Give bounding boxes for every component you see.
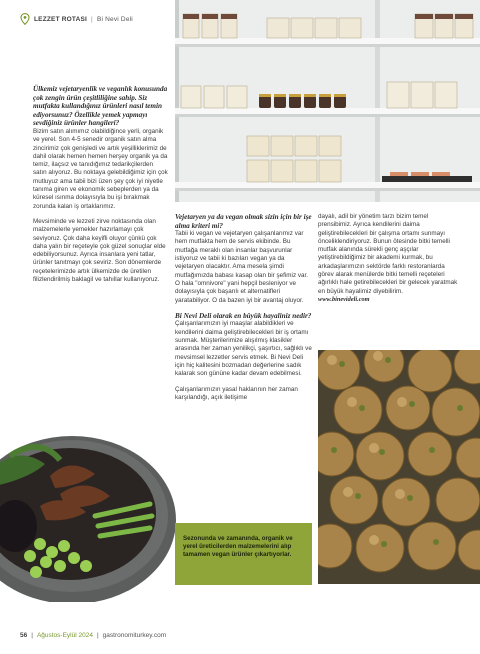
photo-caption-box xyxy=(175,523,312,585)
body-paragraph: Mevsiminde ve lezzeti zirve noktasında olan malzemelerle yemekler hazırlamayı çok seviyoruz. Çok daha keyifli oluyor çünkü çok daha yalın bir reçeteyle çok güzel sonuçlar elde edebiliyorsunuz. Ayrıca insanlara yeni tatlar, ürünler tanıtmayı çok seviriz. Son dönemlerde reçetelerimizde artık ülkemizde de üretilen filizlendirilmiş baklagil ve tahıllar kullanıyoruz. xyxy=(33,217,166,284)
section-title: LEZZET ROTASI xyxy=(34,15,88,23)
website-url[interactable]: www.binevideli.com xyxy=(318,295,370,303)
body-paragraph: dayalı, adil bir yönetim tarzı bizim temel prensibimiz. Ayrıca kendilerini daima geliştirebilecekleri bir çalışma ortamı sunmayı önceliklendiriyoruz. Bunun ötesinde bitki temelli mutfak alanında sürekli genç aşçılar yetiştirebildiğimiz bir akademi kurmak, bu arkadaşlarımızın sektörde farklı restoranlarda görev alarak menülerde bitki temelli reçeteleri ağırlıklı hale getirebilecekleri bir gelecek yaratmak en büyük hayalimiz diyebilirim. xyxy=(318,213,458,295)
location-pin-icon xyxy=(20,13,30,25)
issue-date: Ağustos-Eylül 2024 xyxy=(36,632,93,639)
photo-caption: Sezonunda ve zamanında, organik ve yerel üreticilerden malzemelerini alıp tamamen vegan ürünler çıkartıyorlar. xyxy=(183,535,293,558)
article-column-1 xyxy=(33,85,168,291)
interview-question: Vejetaryen ya da vegan olmak sizin için bir işe alma kriteri mi? xyxy=(175,213,312,230)
header-separator: | xyxy=(91,15,93,23)
footer-separator: | xyxy=(96,632,99,639)
section-subtitle: Bi Nevi Deli xyxy=(96,15,133,23)
interview-question: Bi Nevi Deli olarak en büyük hayaliniz nedir? xyxy=(175,311,312,320)
article-column-3 xyxy=(318,213,458,304)
footer-separator: | xyxy=(31,632,33,639)
article-column-2 xyxy=(175,213,312,409)
interview-question: Ülkemiz vejetaryenlik ve veganlık konusunda çok zengin ürün çeşitliliğine sahip. Siz mutfakta kullandığınız ürünleri nasıl temin ediyorsunuz? Özellikle yemek yapmayı sevdiğiniz ürünler hangileri? xyxy=(33,85,168,128)
body-paragraph: Bizim satın alımımız olabildiğince yerli, organik ve yerel. Son 4-5 senedir organik satın alma zincirimiz çok genişledi ve artık yeşilliklerimiz de dahil olarak hemen hemen herşey organik ya da temiz, ilaçsız ve tanıdığımız tedarikçilerden satın alıyoruz. Bu noktaya gelebildiğimiz için çok mutluyuz ama tabii bizi üzen şey çok iyi niyetle tanıma giren ve ekonomik sebeplerden ya da küresel ısınma dolayısıyla bu işi bırakmak zorunda kalan iş ortaklarımız. xyxy=(33,127,168,210)
page-footer xyxy=(20,632,166,639)
shelf-photo xyxy=(175,0,480,202)
page-number: 56 xyxy=(20,632,28,639)
section-header xyxy=(20,12,133,26)
body-paragraph: Çalışanlarımızın iyi maaşlar alabildikleri ve kendilerini daima geliştirebilecekleri bir iş ortamı sunmak. Müşterilerimize alışılmış klasikler arasında her zaman yenilikçi, şaşırtıcı, sağlıklı ve mevsimsel lezzetler servis etmek. Bi Nevi Deli için hiç kalitesini bozmadan değerlerine sadık kalarak son gününe kadar devam edebilmesi. xyxy=(175,320,312,378)
body-paragraph: Çalışanlarımızın yasal haklarının her zaman karşılandığı, açık iletişime xyxy=(175,385,298,401)
vegan-bowl-photo xyxy=(0,416,180,602)
falafel-photo xyxy=(318,350,480,584)
footer-site[interactable]: gastronomiturkey.com xyxy=(102,632,167,639)
body-paragraph: Tabii ki vegan ve vejetaryen çalışanlarımız var hem mutfakta hem de servis ekibinde. Bu mutfağa meraklı olan insanlar başvurunlar istiyoruz ve tabii ki bazıları vegan ya da vejetaryen olacaktır. Ama mesela şimdi mutfağımızda babası kasap olan bir şefimiz var. O hala "omnivore" yani hepçil besleniyor ve dolayısıyla çok başarılı et alternatifleri yaratabiliyor. O da bazen iyi bir avantaj oluyor. xyxy=(175,230,308,304)
